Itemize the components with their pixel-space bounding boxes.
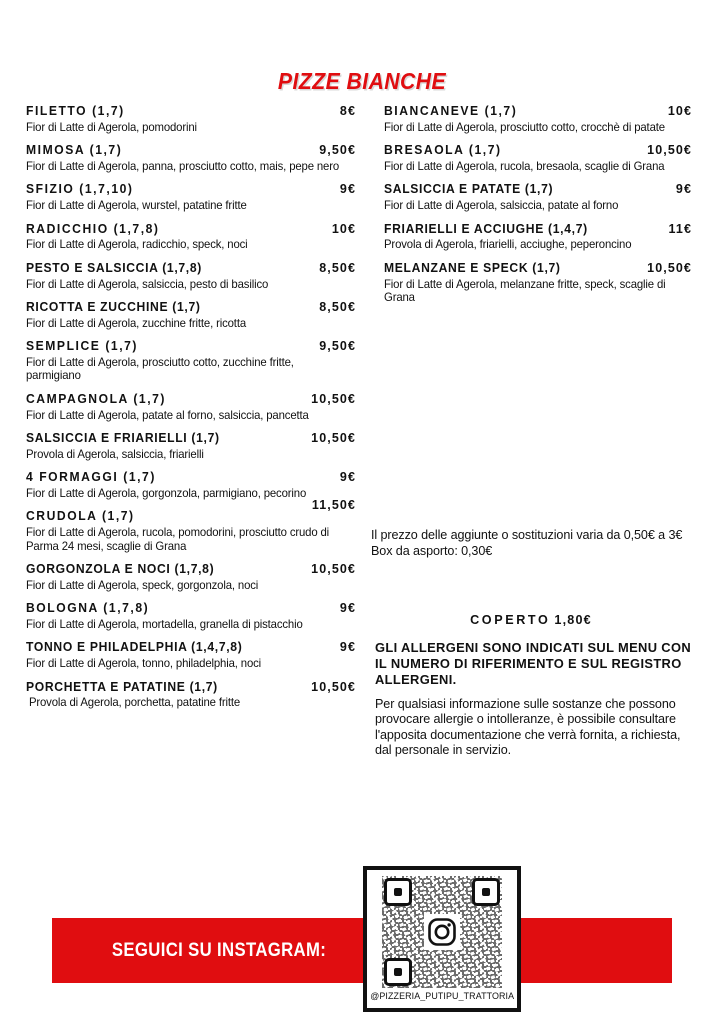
menu-item: [26, 470, 356, 500]
menu-item-description: Fior di Latte di Agerola, patate al forno, salsiccia, pancetta: [26, 408, 309, 422]
menu-item-price: 9€: [339, 470, 356, 485]
menu-item: [26, 182, 356, 212]
qr-finder-bottom-left-icon: [384, 958, 412, 986]
menu-item-description: Fior di Latte di Agerola, prosciutto cotto, zucchine fritte, parmigiano: [26, 355, 294, 383]
menu-item: [26, 222, 356, 252]
menu-item: [384, 104, 692, 134]
menu-item-name: PORCHETTA E PATATINE (1,7): [26, 679, 218, 694]
menu-item-description: Provola di Agerola, friarielli, acciughe, peperoncino: [384, 238, 632, 252]
menu-item-name: SALSICCIA E PATATE (1,7): [384, 182, 554, 197]
menu-item-name: PESTO E SALSICCIA (1,7,8): [26, 260, 202, 275]
instagram-qr-card[interactable]: [363, 866, 521, 1012]
menu-item-price: 10€: [331, 221, 356, 236]
menu-item-name: CAMPAGNOLA (1,7): [26, 391, 167, 406]
coperto-line: [371, 613, 691, 627]
menu-item-description: Fior di Latte di Agerola, salsiccia, pesto di basilico: [26, 277, 269, 291]
coperto-value: 1,80€: [554, 613, 592, 627]
menu-item: [384, 143, 692, 173]
menu-item-head: [26, 601, 356, 616]
menu-item-name: 4 FORMAGGI (1,7): [26, 470, 156, 485]
menu-item-head: [26, 222, 356, 237]
menu-item: [26, 300, 356, 330]
menu-item-price: 10€: [667, 104, 692, 118]
menu-item: [26, 392, 356, 422]
menu-item: [26, 431, 356, 461]
menu-item-head: [26, 261, 356, 276]
menu-item-description: Fior di Latte di Agerola, zucchine fritte, ricotta: [26, 316, 247, 330]
menu-item-description: Fior di Latte di Agerola, tonno, philadelphia, noci: [26, 657, 262, 671]
menu-item-price: 8,50€: [319, 299, 356, 314]
menu-item: [384, 261, 692, 305]
page-title: PIZZE BIANCHE: [277, 68, 447, 94]
menu-item-name: GORGONZOLA E NOCI (1,7,8): [26, 561, 215, 576]
menu-item-head: [26, 392, 356, 407]
allergens-heading: GLI ALLERGENI SONO INDICATI SUL MENU CON IL NUMERO DI RIFERIMENTO E SUL REGISTRO ALLERGENI.: [375, 640, 691, 688]
menu-item-name: BIANCANEVE (1,7): [384, 104, 518, 118]
menu-item-name: RICOTTA E ZUCCHINE (1,7): [26, 299, 201, 314]
menu-item-price: 11€: [668, 221, 692, 236]
menu-item-price: 9,50€: [319, 143, 356, 158]
menu-item-head: [26, 182, 356, 197]
menu-item-name: FILETTO (1,7): [26, 104, 125, 118]
pricing-notes: [371, 528, 691, 559]
menu-item-price: 11,50€: [311, 498, 356, 513]
menu-item-head: [26, 498, 356, 524]
menu-item: [26, 143, 356, 173]
menu-item-description: Fior di Latte di Agerola, pomodorini: [26, 120, 197, 134]
menu-item-price: 9€: [339, 640, 356, 655]
menu-item-price: 10,50€: [311, 561, 356, 576]
menu-item-name: BRESAOLA (1,7): [384, 143, 502, 158]
menu-item: [26, 498, 356, 553]
menu-item-description: Fior di Latte di Agerola, salsiccia, patate al forno: [384, 199, 619, 213]
menu-item-head: [26, 431, 356, 446]
menu-item: [26, 104, 356, 134]
menu-item-name: SALSICCIA E FRIARIELLI (1,7): [26, 430, 220, 445]
menu-item: [384, 222, 692, 252]
menu-item-price: 9,50€: [319, 339, 356, 354]
menu-item-name: CRUDOLA (1,7): [26, 509, 135, 524]
menu-item-name: SFIZIO (1,7,10): [26, 182, 134, 197]
menu-item: [26, 601, 356, 631]
menu-item: [26, 339, 356, 383]
menu-item-head: [26, 300, 356, 315]
instagram-banner: [52, 918, 672, 983]
menu-item-description: Fior di Latte di Agerola, mortadella, granella di pistacchio: [26, 617, 303, 631]
menu-item-head: [384, 182, 692, 197]
menu-item-head: [26, 143, 356, 158]
menu-item-description: Fior di Latte di Agerola, melanzane fritte, speck, scaglie di Grana: [384, 277, 666, 304]
menu-item-head: [384, 143, 692, 158]
menu-item-price: 10,50€: [311, 430, 356, 445]
menu-item-description: Fior di Latte di Agerola, prosciutto cotto, crocchè di patate: [384, 120, 665, 134]
menu-item-price: 10,50€: [311, 679, 356, 694]
menu-item-price: 9€: [339, 182, 356, 197]
menu-item-price: 8€: [339, 104, 356, 118]
menu-item-head: [384, 261, 692, 276]
extras-price-note: Il prezzo delle aggiunte o sostituzioni varia da 0,50€ a 3€: [371, 528, 683, 542]
menu-item-head: [26, 680, 356, 695]
menu-item-name: FRIARIELLI E ACCIUGHE (1,4,7): [384, 221, 588, 236]
right-menu-column: [384, 104, 692, 313]
menu-item: [384, 182, 692, 212]
menu-item-description: Fior di Latte di Agerola, speck, gorgonzola, noci: [26, 578, 259, 592]
instagram-icon: [424, 914, 460, 950]
allergens-body: Per qualsiasi informazione sulle sostanze che possono provocare allergie o intolleranze, è possibile consultare l'apposita documentazione che verrà fornita, a richiesta, dal personale in servizio.: [375, 697, 681, 758]
menu-item-price: 9€: [675, 182, 692, 197]
menu-item-name: TONNO E PHILADELPHIA (1,4,7,8): [26, 640, 243, 655]
menu-item-description: Fior di Latte di Agerola, rucola, bresaola, scaglie di Grana: [384, 159, 665, 173]
menu-item-head: [26, 562, 356, 577]
menu-item-head: [384, 222, 692, 237]
instagram-handle: @PIZZERIA_PUTIPU_TRATTORIA: [370, 991, 514, 1001]
qr-finder-top-left-icon: [384, 878, 412, 906]
menu-item-name: MELANZANE E SPECK (1,7): [384, 260, 561, 275]
menu-item-price: 10,50€: [647, 143, 692, 158]
menu-item: [26, 261, 356, 291]
menu-item-price: 8,50€: [319, 260, 356, 275]
qr-finder-top-right-icon: [472, 878, 500, 906]
instagram-banner-label: SEGUICI SU INSTAGRAM:: [111, 939, 327, 961]
menu-item-head: [26, 339, 356, 354]
menu-item: [26, 640, 356, 670]
qr-code[interactable]: [382, 876, 502, 988]
menu-item: [26, 680, 356, 710]
menu-item-price: 10,50€: [311, 391, 356, 406]
menu-item-name: RADICCHIO (1,7,8): [26, 221, 160, 236]
menu-item-name: BOLOGNA (1,7,8): [26, 601, 150, 616]
menu-item-price: 10,50€: [647, 260, 692, 275]
menu-item-description: Fior di Latte di Agerola, radicchio, speck, noci: [26, 238, 248, 252]
menu-item-name: SEMPLICE (1,7): [26, 339, 139, 354]
menu-item-head: [26, 640, 356, 655]
coperto-label: COPERTO: [470, 613, 551, 627]
takeaway-box-note: Box da asporto: 0,30€: [371, 543, 493, 558]
menu-item-price: 9€: [339, 601, 356, 616]
menu-item-head: [26, 104, 356, 119]
menu-item-description: Provola di Agerola, salsiccia, friarielli: [26, 447, 204, 461]
menu-item-description: Fior di Latte di Agerola, rucola, pomodorini, prosciutto crudo di Parma 24 mesi, scaglie di Grana: [26, 526, 330, 553]
menu-item-head: [26, 470, 356, 485]
menu-item-description: Provola di Agerola, porchetta, patatine fritte: [28, 696, 241, 710]
left-menu-column: [26, 104, 356, 719]
menu-item-name: MIMOSA (1,7): [26, 143, 123, 158]
menu-item: [26, 562, 356, 592]
menu-item-description: Fior di Latte di Agerola, gorgonzola, parmigiano, pecorino: [26, 486, 307, 500]
menu-item-head: [384, 104, 692, 119]
menu-item-description: Fior di Latte di Agerola, wurstel, patatine fritte: [26, 199, 247, 213]
menu-item-description: Fior di Latte di Agerola, panna, prosciutto cotto, mais, pepe nero: [26, 159, 340, 173]
